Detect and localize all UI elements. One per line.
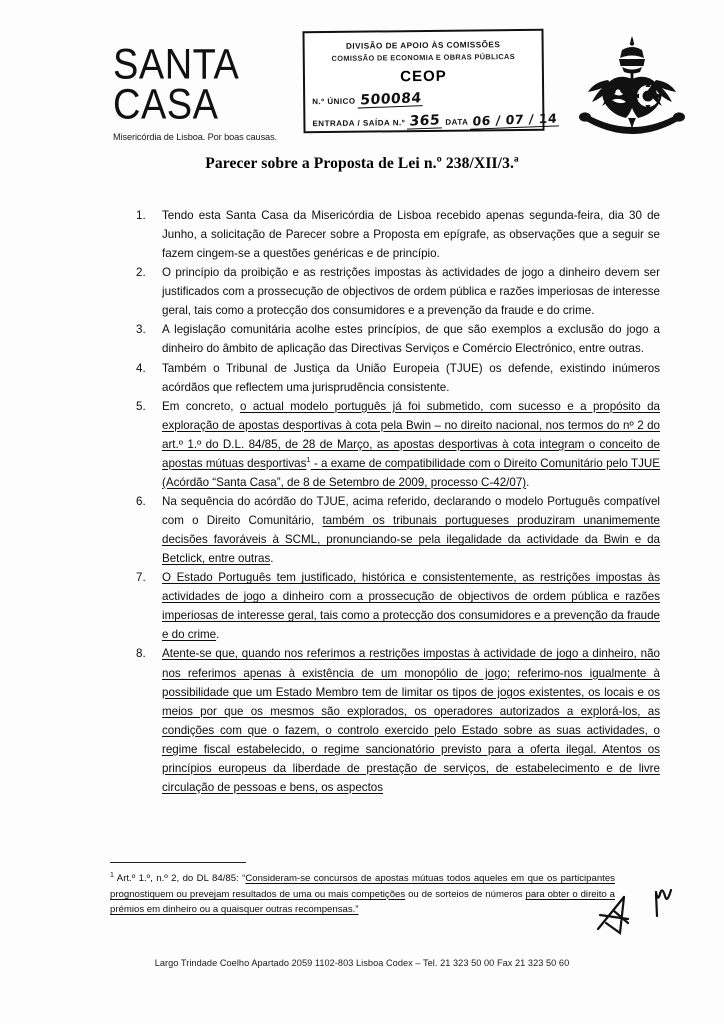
item-text-underlined: também os tribunais portugueses produziram unanimemente decisões favoráveis à SCML, pronunciando-se pela ilegalidade da actividade da Bwin e da Betclick, entre outras (162, 514, 660, 566)
item-text-tail: . (216, 628, 220, 642)
stamp-commission-line: COMISSÃO DE ECONOMIA E OBRAS PÚBLICAS (331, 52, 516, 63)
page-footer: Largo Trindade Coelho Apartado 2059 1102-803 Lisboa Codex – Tel. 21 323 50 00 Fax 21 323 50 60 (154, 958, 570, 968)
stamp-date-value: 06 / 07 / 14 (470, 112, 560, 129)
stamp-unique-row (312, 91, 542, 108)
list-item (136, 568, 660, 644)
item-text: O princípio da proibição e as restrições impostas às actividades de jogo a dinheiro devem ser justificados com a prossecução de objectivos de ordem pública e razões imperiosas de interesse geral, tais como a protecção dos consumidores e a prevenção da fraude e do crime. (162, 266, 660, 318)
item-number: 7. (136, 571, 146, 585)
footnote-separator (110, 862, 246, 863)
item-number: 2. (136, 266, 146, 280)
list-item (136, 206, 660, 263)
footnote-underlined-2: para obter o direito a prémios em dinheiro ou a quaisquer outras recompensas.” (110, 888, 615, 916)
santa-casa-logo (113, 41, 298, 142)
handwritten-signature-icon (594, 893, 640, 941)
footnote-lead: Art.º 1.º, n.º 2, do DL 84/85: “ (113, 873, 246, 884)
item-text-underlined: o actual modelo português já foi submetido, com sucesso e a propósito da exploração de apostas desportivas à cota pela Bwin – no direito nacional, nos termos do nº 2 do art.º 1.º do D.L. 84/85, de 28 de Março, as apostas desportivas à cota integram o conceito de apostas mútuas desportivas (162, 399, 661, 470)
logo-line-2: CASA (113, 81, 219, 129)
list-item (136, 263, 660, 320)
stamp-unique-value: 500084 (359, 90, 423, 109)
list-item: 5. Em concreto, o actual modelo português já foi submetido, com sucesso e a propósito da exploração de apostas desportivas à cota pela Bwin – no direito nacional, nos termos do nº 2 do art.º 1.º do D.L. 84/85, de 28 de Março, as apostas desportivas à cota integram o conceito de apostas mútuas desportivas$^1$ - a exame de compatibilidade com o Direito Comunitário pelo TJUE (Acórdão “Santa Casa”, de 8 de Setembro de 2009, processo C-42/07). (136, 397, 660, 492)
handwritten-initial-icon (652, 886, 682, 930)
footnote-number: 1 (110, 871, 114, 879)
item-text-underlined: Atente-se que, quando nos referimos a restrições impostas à actividade de jogo a dinheiro, não nos referimos apenas à existência de um monopólio de jogo; referimo-nos igualmente à possibilidade que um Estado Membro tem de limitar os tipos de jogos existentes, os locais e os meios por que os mesmos são explorados, os operadores autorizados a explorá-los, as condições com que o fazem, o controlo exercido pelo Estado sobre as suas actividades, o regime fiscal estabelecido, o regime sancionatório previsto para a oferta ilegal. Atentos os princípios europeus da liberdade de prestação de serviços, de estabelecimento e de livre circulação de pessoas e bens, os aspectos (162, 647, 660, 794)
item-text: A legislação comunitária acolhe estes princípios, de que são exemplos a exclusão do jogo a dinheiro do âmbito de aplicação das Directivas Serviços e Comércio Electrónico, entre outras. (162, 323, 660, 356)
item-text: Também o Tribunal de Justiça da União Europeia (TJUE) os defende, existindo inúmeros acórdãos que reflectem uma jurisprudência consistente. (162, 361, 660, 394)
item-number: 4. (136, 361, 146, 375)
logo-tagline: Misericórdia de Lisboa. Por boas causas. (113, 131, 278, 142)
stamp-date-label: DATA (445, 117, 469, 127)
item-number: 3. (136, 323, 146, 337)
item-number: 1. (136, 209, 146, 222)
stamp-division-line: DIVISÃO DE APOIO ÀS COMISSÕES (345, 40, 501, 51)
coat-of-arms-icon (578, 34, 686, 138)
logo-line-1: SANTA (113, 41, 240, 89)
item-text-lead: Em concreto, (162, 399, 240, 413)
numbered-list (136, 206, 660, 797)
document-header (0, 28, 724, 142)
list-item (136, 492, 660, 568)
item-number: 5. (136, 399, 146, 413)
stamp-unique-label: N.º ÚNICO (312, 96, 356, 107)
list-item (136, 359, 660, 397)
stamp-entry-row (312, 110, 559, 130)
item-text-tail: . (270, 552, 274, 566)
item-number: 8. (136, 647, 146, 661)
stamp-entry-label: ENTRADA / SAÍDA N.º (312, 118, 406, 129)
stamp-acronym: CEOP (400, 67, 447, 86)
document-body (136, 206, 660, 797)
item-text-lead: Na sequência do acórdão do TJUE, acima referido, declarando o modelo Português compatível com o Direito Comunitário, (162, 494, 660, 527)
page-title: Parecer sobre a Proposta de Lei n.º 238/XII/3.ª (205, 155, 519, 172)
stamp-entry-value: 365 (409, 112, 442, 130)
footnote-block (110, 871, 615, 918)
item-text-underlined-2: - a exame de compatibilidade com o Direito Comunitário pelo TJUE (Acórdão “Santa Casa”, de 8 de Setembro de 2009, processo C-42/07) (162, 456, 661, 489)
item-text-underlined: O Estado Português tem justificado, histórica e consistentemente, as restrições impostas às actividades de jogo a dinheiro com a prossecução de objectivos de ordem pública e razões imperiosas de interesse geral, tais como a protecção dos consumidores e a prevenção da fraude e do crime (162, 571, 660, 642)
item-text-tail: . (526, 475, 530, 489)
item-text: Tendo esta Santa Casa da Misericórdia de Lisboa recebido apenas segunda-feira, dia 30 de Junho, a solicitação de Parecer sobre a Proposta em epígrafe, as observações que a seguir se fazem cingem-se a questões genéricas e de princípio. (162, 209, 660, 261)
reception-stamp (302, 29, 559, 134)
footnote-underlined: Consideram-se concursos de apostas mútuas todos aqueles em que os participantes prognostiquem ou prevejam resultados de uma ou mais competições (110, 873, 615, 900)
list-item (136, 320, 660, 358)
footnote-middle: ou de sorteios de números (405, 888, 526, 900)
list-item (136, 644, 660, 797)
item-number: 6. (136, 494, 146, 508)
